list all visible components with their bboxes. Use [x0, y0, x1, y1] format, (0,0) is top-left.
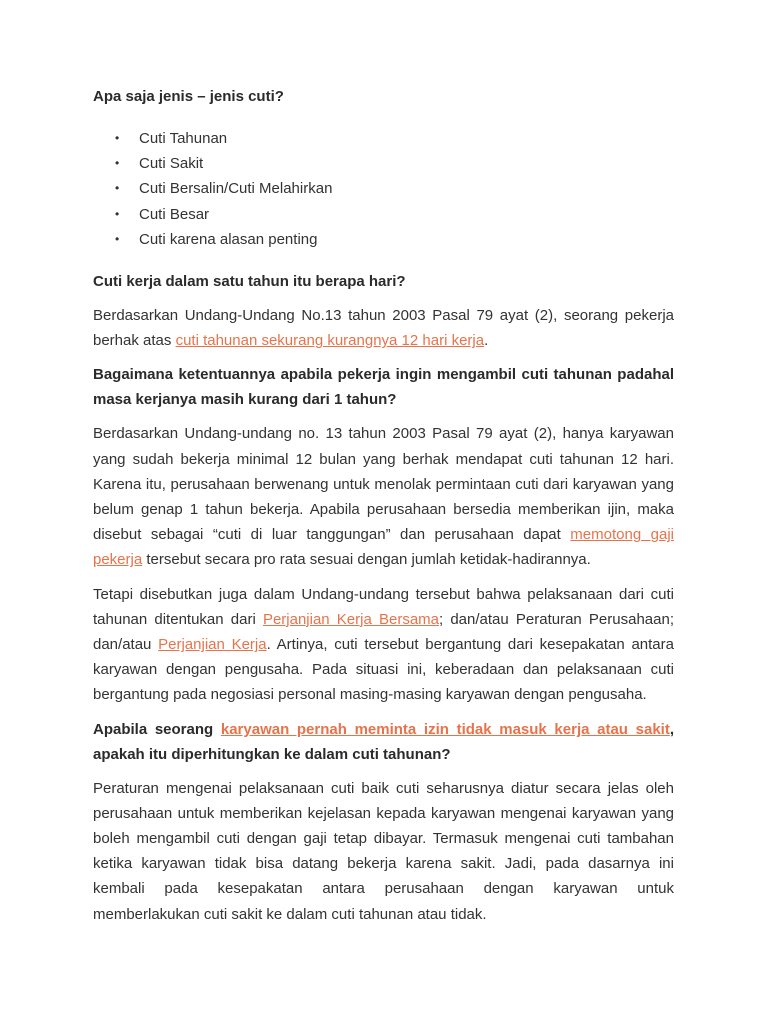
leave-types-list [93, 126, 674, 252]
list-item: • Cuti Bersalin/Cuti Melahirkan [93, 176, 674, 201]
bullet-icon: • [115, 231, 120, 246]
link-annual-leave-12-days[interactable]: cuti tahunan sekurang kurangnya 12 hari kerja [175, 332, 485, 350]
bullet-icon: • [115, 131, 120, 145]
paragraph-collective-agreement: Tetapi disebutkan juga dalam Undang-undang tersebut bahwa pelaksanaan dari cuti tahunan ditentukan dari Perjanjian Kerja Bersama; dan/atau Peraturan Perusahaan; dan/atau Perjanjian Kerja. Artinya, cuti tersebut bergantung dari kesepakatan antara karyawan dengan pengusaha. Pada situasi ini, keberadaan dan pelaksanaan cuti bergantung pada negosiasi personal masing-masing karyawan dengan pengusaha. [93, 585, 674, 704]
heading-less-than-one-year: Bagaimana ketentuannya apabila pekerja ingin mengambil cuti tahunan padahal masa kerjanya masih kurang dari 1 tahun? [93, 366, 674, 409]
link-permission-absent-sick[interactable]: karyawan pernah meminta izin tidak masuk kerja atau sakit [220, 720, 670, 738]
heading-sick-leave-counted: Apabila seorang karyawan pernah meminta izin tidak masuk kerja atau sakit, apakah itu diperhitungkan ke dalam cuti tahunan? [93, 720, 674, 763]
link-work-agreement[interactable]: Perjanjian Kerja [158, 636, 267, 654]
bullet-icon: • [115, 181, 120, 196]
list-item: • Cuti Tahunan [93, 126, 674, 151]
link-collective-labor-agreement[interactable]: Perjanjian Kerja Bersama [262, 610, 440, 628]
paragraph-leave-regulation: Peraturan mengenai pelaksanaan cuti baik cuti seharusnya diatur secara jelas oleh perusahaan untuk memberikan kejelasan kepada karyawan mengenai karyawan yang boleh mengambil cuti dengan gaji tetap dibayar. Termasuk mengenai cuti tambahan ketika karyawan tidak bisa datang bekerja karena sakit. Jadi, pada dasarnya ini kembali pada kesepakatan antara perusahaan dengan karyawan untuk memberlakukan cuti sakit ke dalam cuti tahunan atau tidak. [93, 779, 674, 923]
heading-annual-leave-days: Cuti kerja dalam satu tahun itu berapa hari? [93, 273, 406, 291]
link-cut-salary[interactable]: memotong gaji pekerja [93, 526, 674, 569]
list-item: • Cuti Sakit [93, 151, 674, 176]
list-item: • Cuti karena alasan penting [93, 227, 674, 252]
bullet-icon: • [115, 206, 120, 221]
list-item: • Cuti Besar [93, 202, 674, 227]
paragraph-annual-leave-law: Berdasarkan Undang-Undang No.13 tahun 2003 Pasal 79 ayat (2), seorang pekerja berhak atas cuti tahunan sekurang kurangnya 12 hari kerja. [93, 307, 674, 350]
paragraph-less-than-one-year: Berdasarkan Undang-undang no. 13 tahun 2003 Pasal 79 ayat (2), hanya karyawan yang sudah bekerja minimal 12 bulan yang berhak mendapat cuti tahunan 12 hari. Karena itu, perusahaan berwenang untuk menolak permintaan cuti dari karyawan yang belum genap 1 tahun bekerja. Apabila perusahaan bersedia memberikan ijin, maka disebut sebagai “cuti di luar tanggungan” dan perusahaan dapat memotong gaji pekerja tersebut secara pro rata sesuai dengan jumlah ketidak-hadirannya. [93, 425, 674, 569]
heading-leave-types: Apa saja jenis – jenis cuti? [93, 88, 284, 105]
bullet-icon: • [115, 156, 120, 171]
